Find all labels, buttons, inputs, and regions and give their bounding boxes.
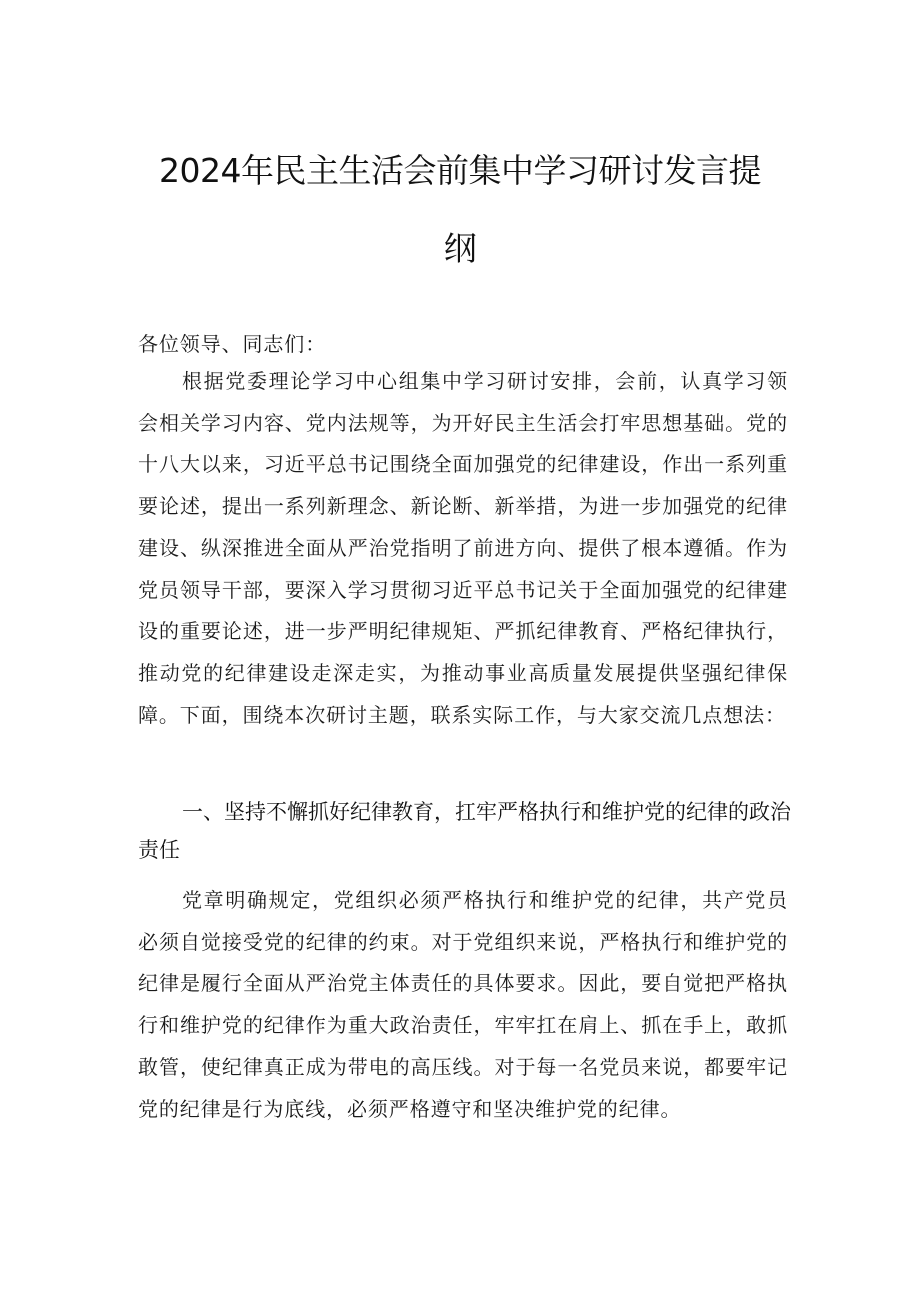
intro-paragraph: 根据党委理论学习中心组集中学习研讨安排，会前，认真学习领会相关学习内容、党内法规等，为开好民主生活会打牢思想基础。党的十八大以来，习近平总书记围绕全面加强党的纪律建设，作出一系列重要论述，提出一系列新理念、新论断、新举措，为进一步加强党的纪律建设、纵深推进全面从严治党指明了前进方向、提供了根本遵循。作为党员领导干部，要深入学习贯彻习近平总书记关于全面加强党的纪律建设的重要论述，进一步严明纪律规矩、严抓纪律教育、严格纪律执行，推动党的纪律建设走深走实，为推动事业高质量发展提供坚强纪律保障。下面，围绕本次研讨主题，联系实际工作，与大家交流几点想法： — [138, 369, 788, 727]
document-title-line-1: 2024年民主生活会前集中学习研讨发言提 — [159, 151, 761, 190]
salutation: 各位领导、同志们： — [138, 332, 327, 356]
document-title-line-2: 纲 — [443, 229, 477, 268]
section-heading-1: 一、坚持不懈抓好纪律教育，扛牢严格执行和维护党的纪律的政治责任 — [138, 800, 791, 862]
section-1-paragraph: 党章明确规定，党组织必须严格执行和维护党的纪律，共产党员必须自觉接受党的纪律的约束。对于党组织来说，严格执行和维护党的纪律是履行全面从严治党主体责任的具体要求。因此，要自觉把严格执行和维护党的纪律作为重大政治责任，牢牢扛在肩上、抓在手上，敢抓敢管，使纪律真正成为带电的高压线。对于每一名党员来说，都要牢记党的纪律是行为底线，必须严格遵守和坚决维护党的纪律。 — [138, 888, 788, 1121]
